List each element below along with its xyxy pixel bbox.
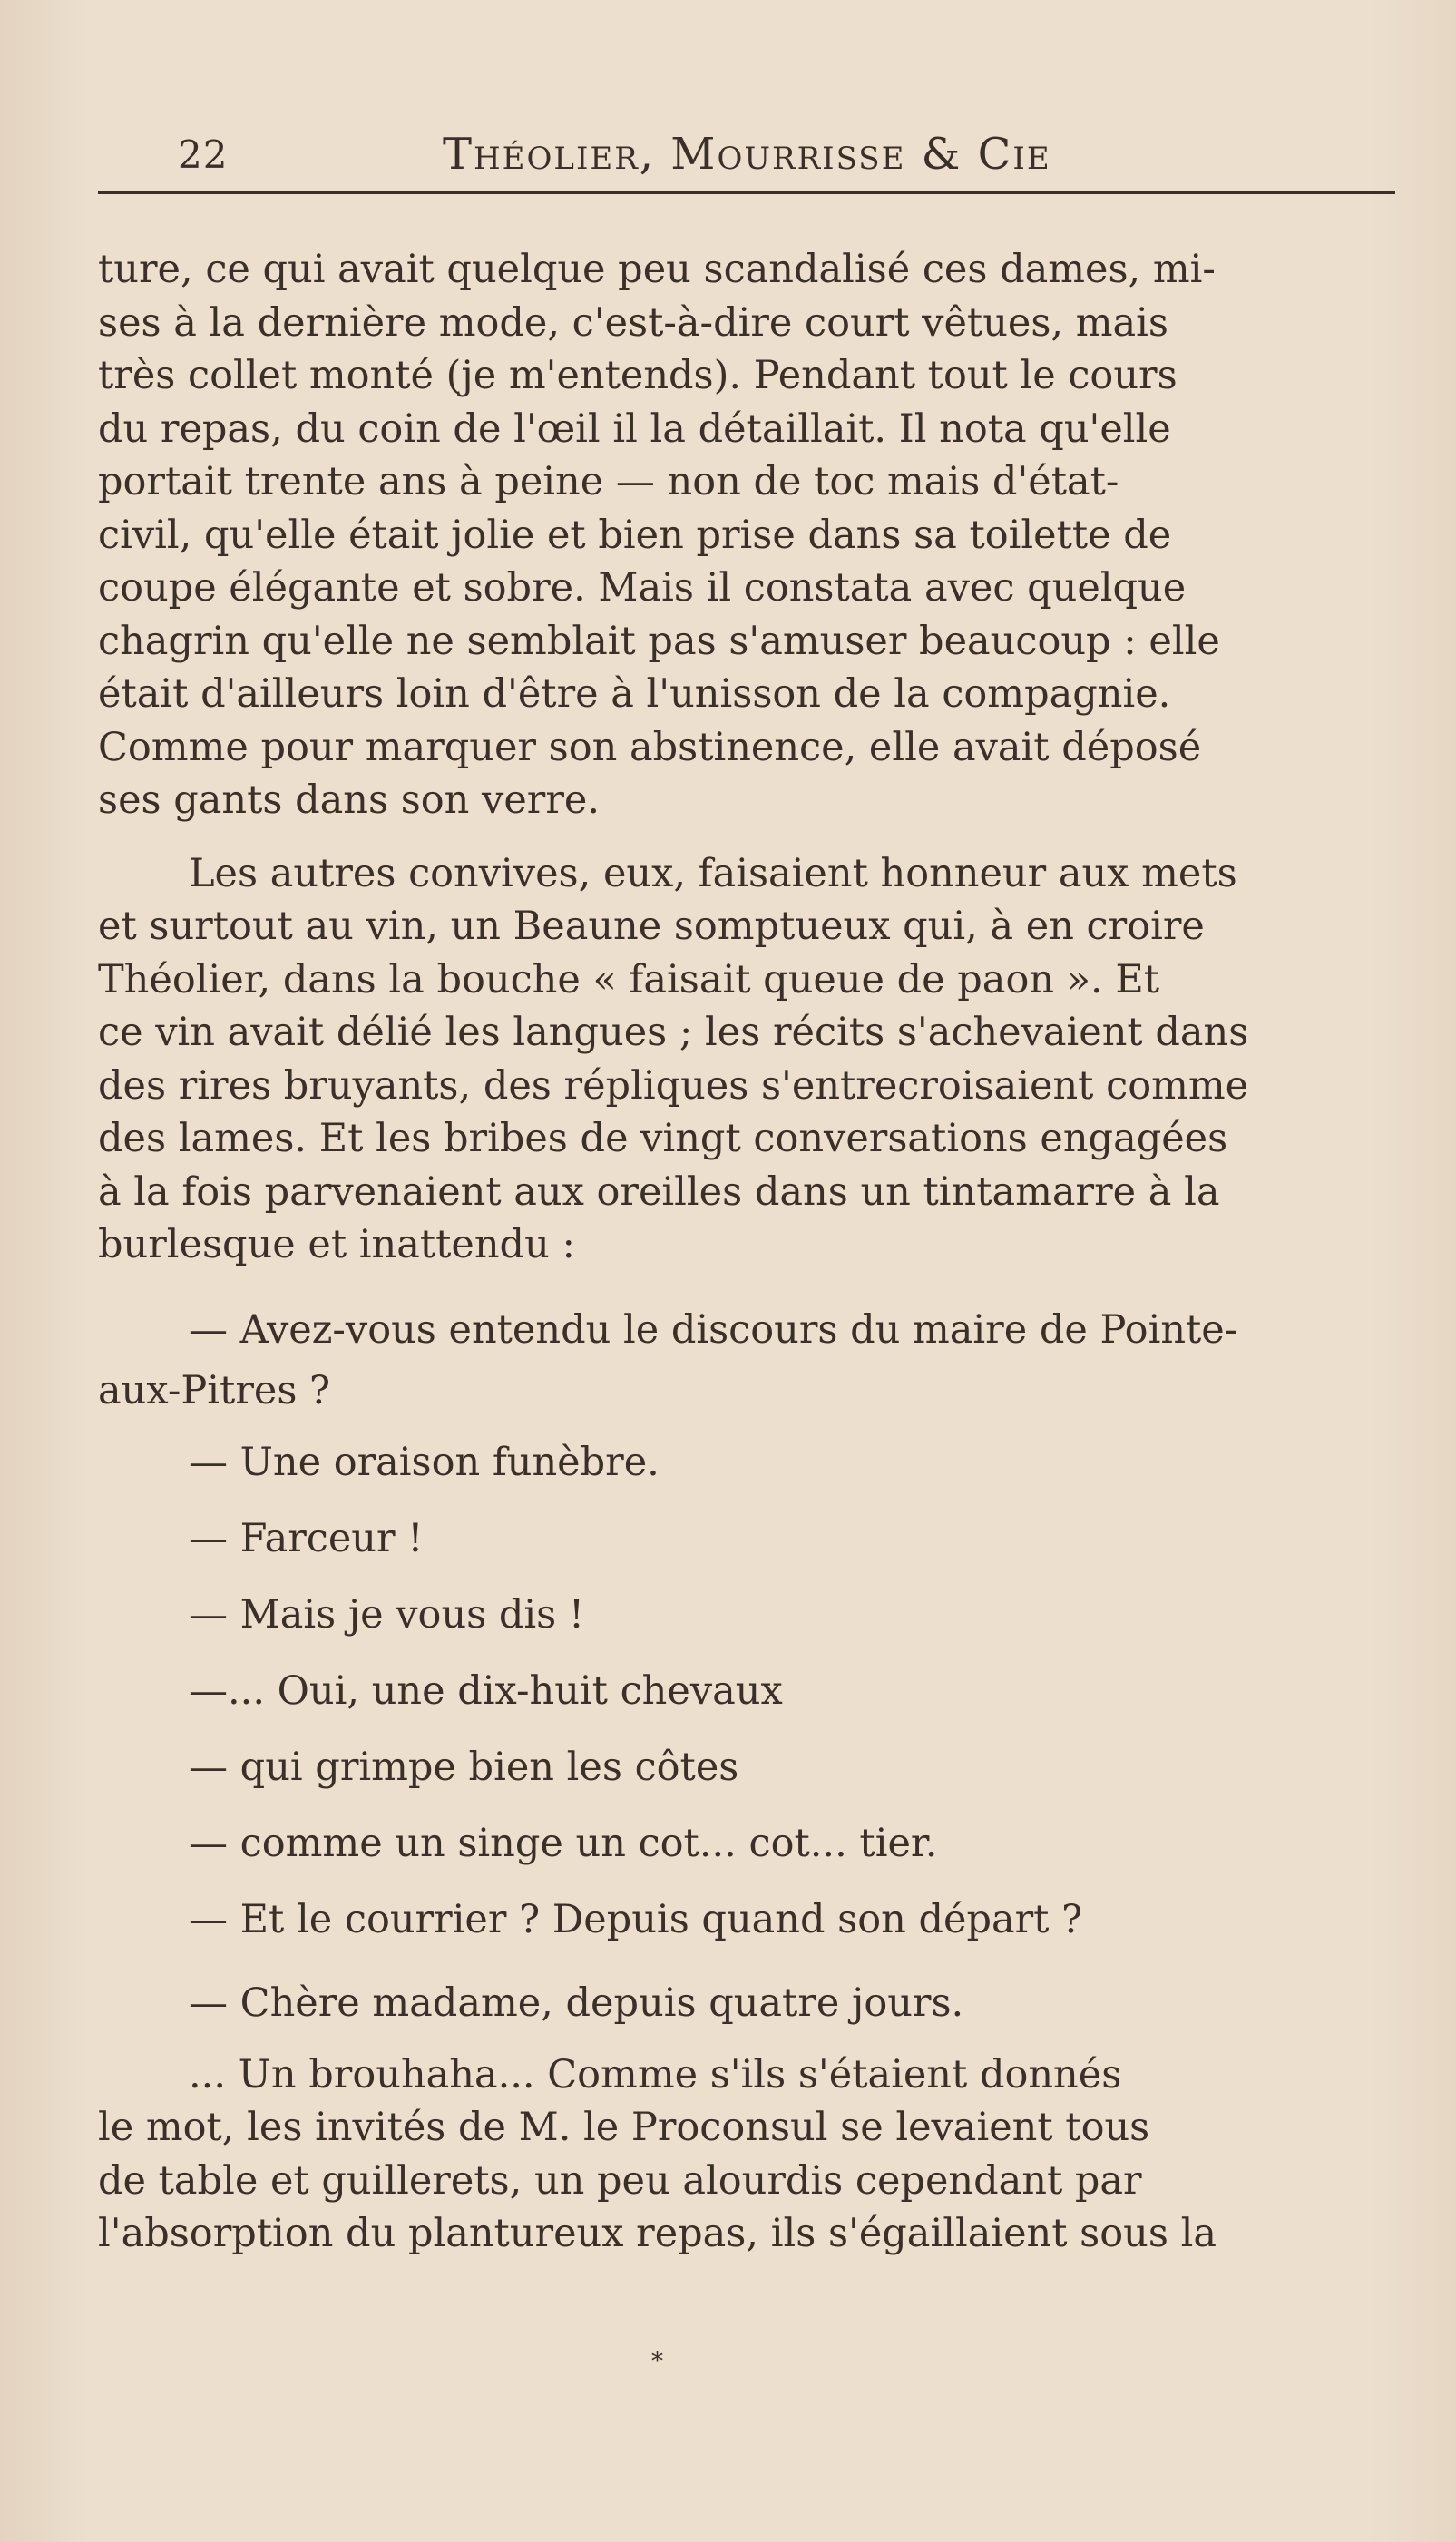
text-line: Les autres convives, eux, faisaient honneur aux mets bbox=[189, 850, 1237, 896]
dialogue-line: — comme un singe un cot... cot... tier. bbox=[189, 1820, 938, 1866]
dialogue-line: — Chère madame, depuis quatre jours. bbox=[189, 1980, 964, 2026]
signature-mark: * bbox=[651, 2348, 663, 2375]
paragraph-1 bbox=[98, 243, 1404, 827]
paragraph-gap bbox=[98, 1272, 1404, 1292]
dialogue-line: — Mais je vous dis ! bbox=[189, 1591, 585, 1638]
running-head: Théolier, Mourrisse & Cie bbox=[443, 129, 1051, 180]
text-line: Théolier, dans la bouche « faisait queue de paon ». Et bbox=[98, 956, 1160, 1002]
page-number: 22 bbox=[178, 132, 229, 177]
body-text bbox=[98, 243, 1404, 2261]
text-line: très collet monté (je m'entends). Pendant tout le cours bbox=[98, 353, 1178, 398]
text-line: coupe élégante et sobre. Mais il constata avec quelque bbox=[98, 565, 1187, 611]
text-line: était d'ailleurs loin d'être à l'unisson de la compagnie. bbox=[98, 671, 1171, 717]
text-line: ture, ce qui avait quelque peu scandalisé ces dames, mi- bbox=[98, 247, 1216, 292]
text-line: civil, qu'elle était jolie et bien prise dans sa toilette de bbox=[98, 512, 1172, 558]
text-line: et surtout au vin, un Beaune somptueux qui, à en croire bbox=[98, 904, 1205, 949]
dialogue-line: — qui grimpe bien les côtes bbox=[189, 1744, 739, 1790]
dialogue-line: — Farceur ! bbox=[189, 1515, 424, 1561]
dialogue-block bbox=[98, 1292, 1404, 2048]
text-line: ce vin avait délié les langues ; les récits s'achevaient dans bbox=[98, 1010, 1249, 1055]
page-header bbox=[98, 125, 1404, 207]
text-line: ... Un brouhaha... Comme s'ils s'étaient donnés bbox=[189, 2051, 1122, 2097]
text-line: ses gants dans son verre. bbox=[98, 777, 600, 823]
text-line: des rires bruyants, des répliques s'entrecroisaient comme bbox=[98, 1062, 1249, 1109]
dialogue-line: — Une oraison funèbre. bbox=[189, 1439, 660, 1485]
dialogue-line: — Et le courrier ? Depuis quand son départ ? bbox=[189, 1896, 1083, 1942]
text-line: chagrin qu'elle ne semblait pas s'amuser beaucoup : elle bbox=[98, 618, 1220, 664]
text-line: portait trente ans à peine — non de toc mais d'état- bbox=[98, 459, 1119, 504]
paragraph-2 bbox=[98, 847, 1404, 1272]
dialogue-line: —... Oui, une dix-huit chevaux bbox=[189, 1667, 783, 1714]
text-line: à la fois parvenaient aux oreilles dans un tintamarre à la bbox=[98, 1168, 1220, 1215]
paragraph-gap bbox=[98, 827, 1404, 847]
text-line: du repas, du coin de l'œil il la détaillait. Il nota qu'elle bbox=[98, 406, 1171, 452]
text-line: le mot, les invités de M. le Proconsul se levaient tous bbox=[98, 2105, 1150, 2150]
text-line: de table et guillerets, un peu alourdis cependant par bbox=[98, 2157, 1142, 2204]
text-line: Comme pour marquer son abstinence, elle avait déposé bbox=[98, 724, 1202, 770]
header-rule bbox=[98, 191, 1395, 194]
paragraph-3 bbox=[98, 2048, 1404, 2261]
text-line: des lames. Et les bribes de vingt conversations engagées bbox=[98, 1116, 1228, 1161]
text-line: burlesque et inattendu : bbox=[98, 1222, 575, 1267]
dialogue-line: aux-Pitres ? bbox=[98, 1367, 331, 1413]
text-line: ses à la dernière mode, c'est-à-dire court vêtues, mais bbox=[98, 299, 1168, 346]
dialogue-line: — Avez-vous entendu le discours du maire de Pointe- bbox=[189, 1306, 1238, 1353]
text-line: l'absorption du plantureux repas, ils s'égaillaient sous la bbox=[98, 2211, 1217, 2256]
